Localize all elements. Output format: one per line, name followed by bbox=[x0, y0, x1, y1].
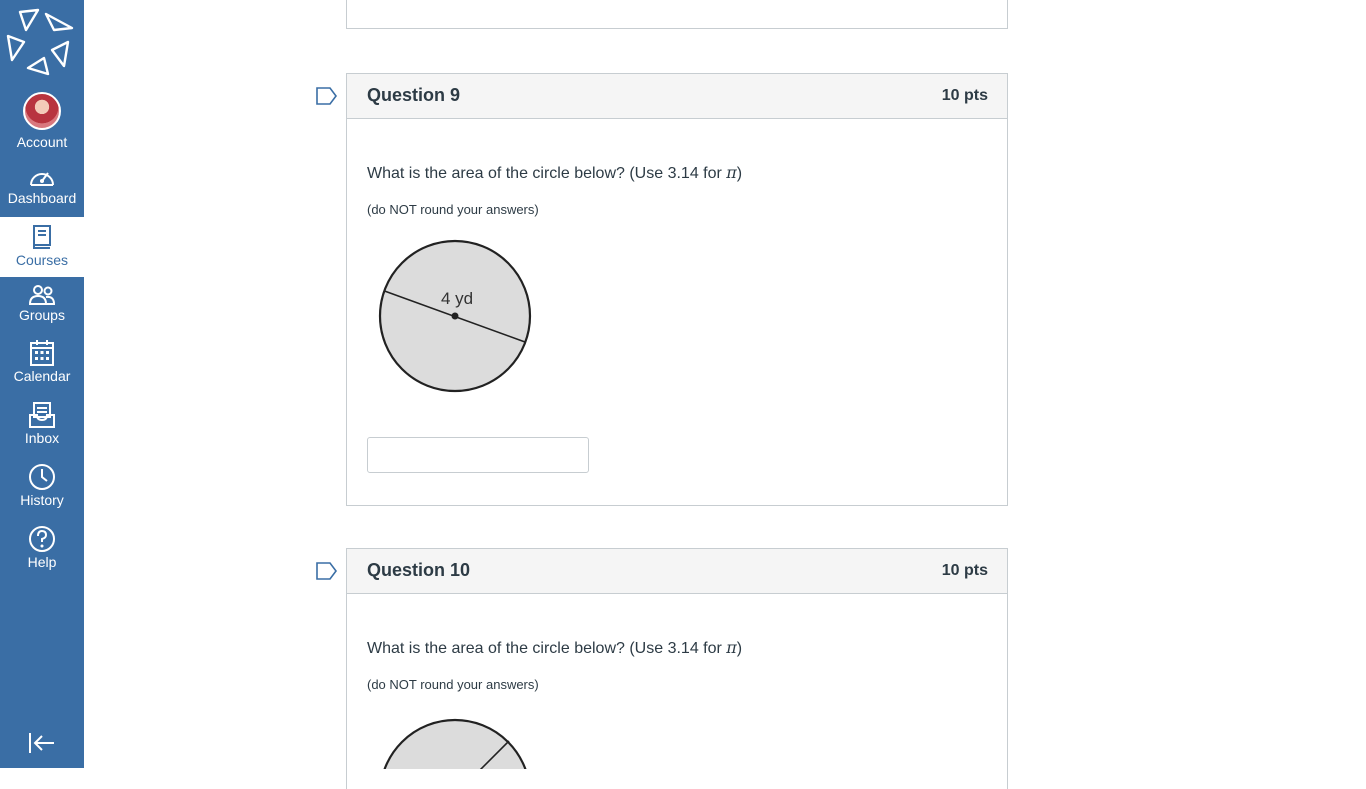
canvas-logo-icon[interactable] bbox=[4, 6, 80, 78]
help-icon bbox=[28, 525, 56, 553]
global-nav bbox=[0, 0, 84, 768]
question-10-circle-figure bbox=[375, 715, 535, 769]
pi-symbol: π bbox=[726, 163, 737, 182]
flag-question-9-icon[interactable] bbox=[316, 87, 338, 105]
nav-inbox-label: Inbox bbox=[24, 430, 60, 446]
question-9-header bbox=[347, 74, 1007, 119]
history-icon bbox=[28, 463, 56, 491]
courses-icon bbox=[30, 224, 54, 250]
question-10-title: Question 10 bbox=[367, 560, 471, 580]
question-10-points: 10 pts bbox=[941, 562, 988, 579]
nav-history[interactable] bbox=[0, 463, 84, 508]
nav-courses-label: Courses bbox=[15, 252, 69, 268]
question-9-prompt bbox=[367, 163, 742, 183]
avatar bbox=[23, 92, 61, 130]
nav-inbox[interactable] bbox=[0, 401, 84, 446]
question-9-circle-figure bbox=[375, 236, 535, 396]
question-9 bbox=[346, 73, 1008, 506]
collapse-nav-icon[interactable] bbox=[28, 730, 56, 756]
question-10-note: (do NOT round your answers) bbox=[367, 677, 539, 692]
nav-calendar-label: Calendar bbox=[13, 368, 71, 384]
nav-account[interactable] bbox=[0, 92, 84, 150]
question-9-prompt-text: What is the area of the circle below? (Use 3.14 for bbox=[367, 165, 727, 182]
question-10-prompt-text: What is the area of the circle below? (Use 3.14 for bbox=[367, 640, 727, 657]
calendar-icon bbox=[29, 339, 55, 367]
nav-history-label: History bbox=[20, 492, 64, 508]
previous-question-box bbox=[346, 0, 1008, 29]
nav-groups-label: Groups bbox=[19, 307, 65, 323]
question-9-note: (do NOT round your answers) bbox=[367, 202, 539, 217]
dashboard-icon bbox=[28, 166, 56, 188]
question-9-title: Question 9 bbox=[367, 85, 461, 105]
question-9-prompt-close: ) bbox=[736, 165, 743, 182]
nav-dashboard-label: Dashboard bbox=[7, 190, 77, 206]
nav-calendar[interactable] bbox=[0, 339, 84, 384]
nav-courses[interactable] bbox=[0, 217, 84, 277]
nav-help-label: Help bbox=[27, 554, 57, 570]
question-10-prompt bbox=[367, 638, 742, 658]
nav-groups[interactable] bbox=[0, 284, 84, 323]
inbox-icon bbox=[28, 401, 56, 429]
pi-symbol: π bbox=[726, 638, 737, 657]
flag-question-10-icon[interactable] bbox=[316, 562, 338, 580]
question-10-header bbox=[347, 549, 1007, 594]
nav-help[interactable] bbox=[0, 525, 84, 570]
question-9-points: 10 pts bbox=[941, 87, 988, 104]
groups-icon bbox=[28, 284, 56, 306]
question-9-diameter-label: 4 yd bbox=[441, 289, 474, 308]
question-9-answer-input[interactable] bbox=[367, 437, 589, 473]
question-10 bbox=[346, 548, 1008, 789]
nav-dashboard[interactable] bbox=[0, 166, 84, 206]
question-10-prompt-close: ) bbox=[736, 640, 743, 657]
nav-account-label: Account bbox=[16, 134, 68, 150]
